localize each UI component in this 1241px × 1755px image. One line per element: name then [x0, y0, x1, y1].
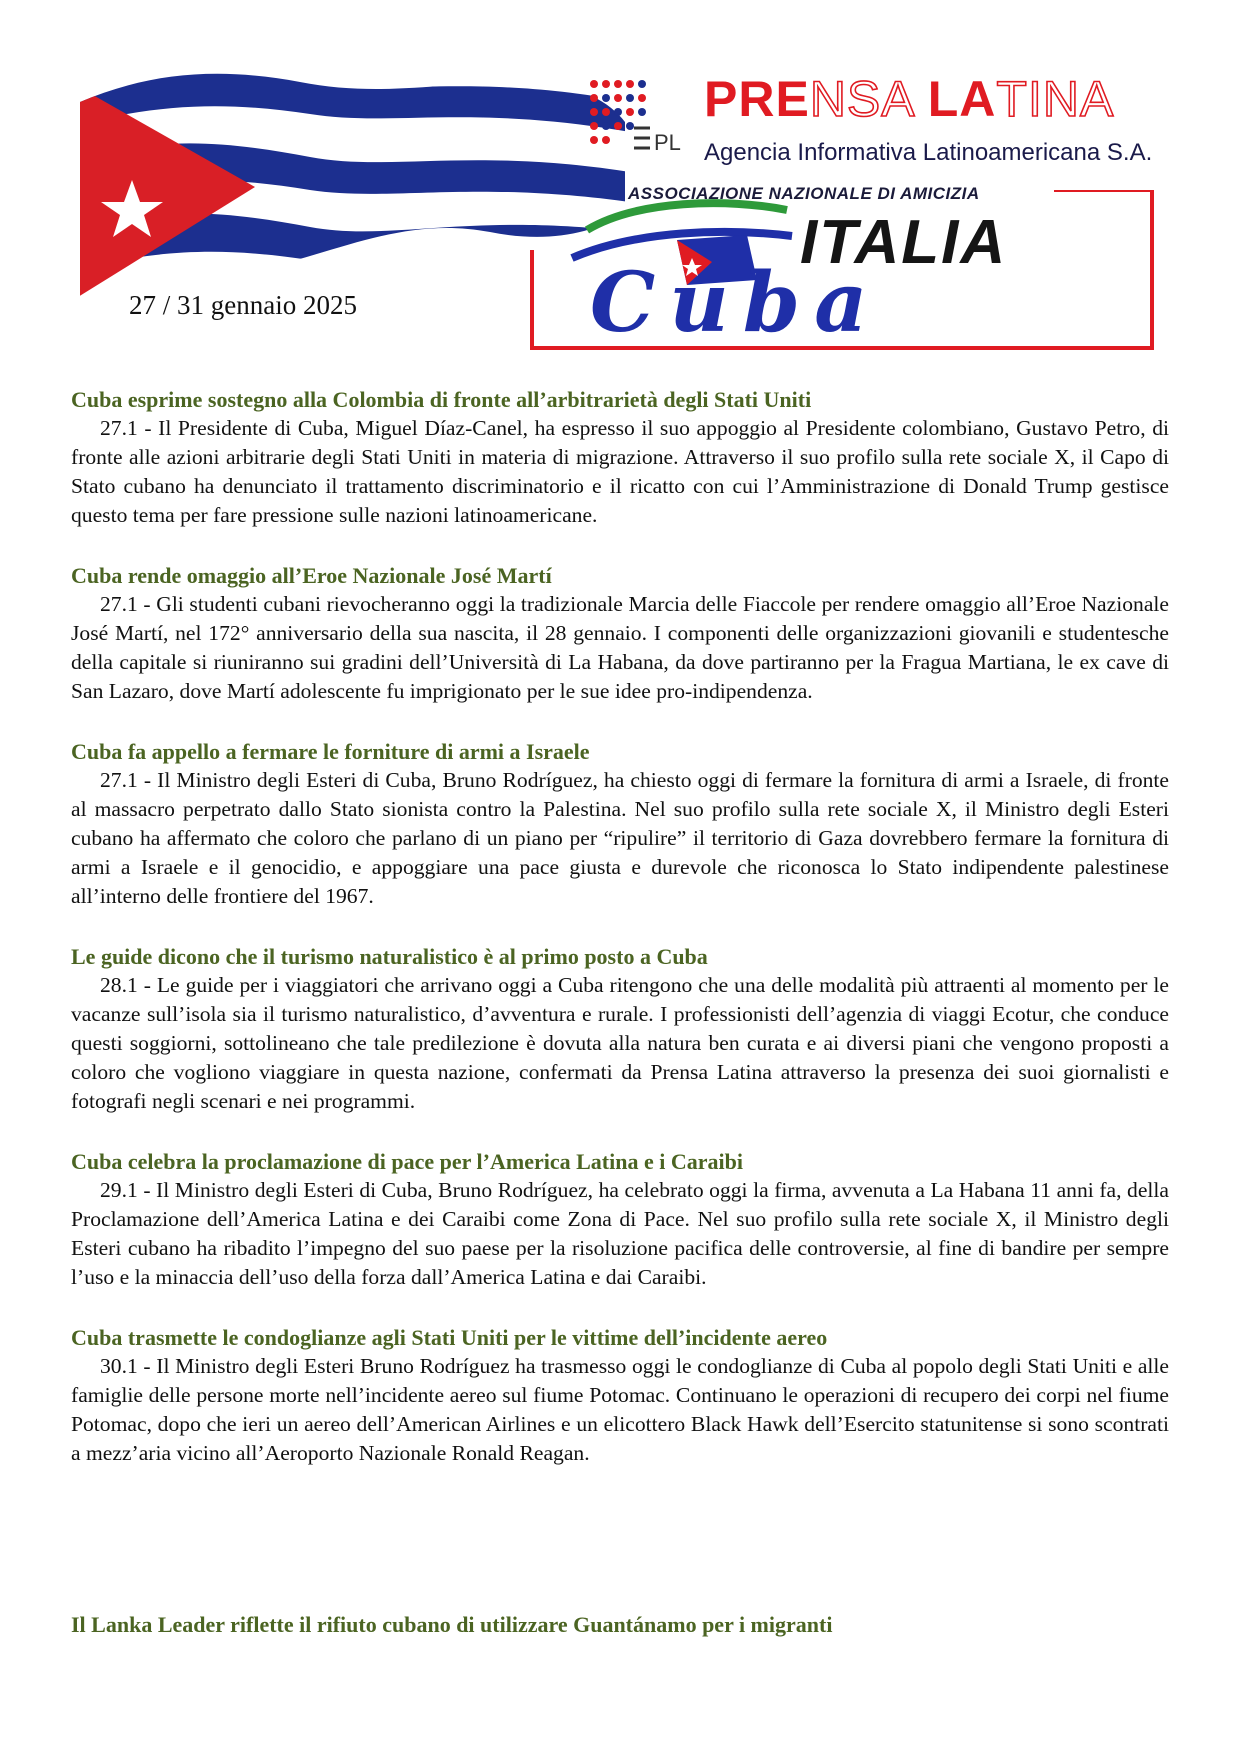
article-body: 29.1 - Il Ministro degli Esteri di Cuba, Bruno Rodríguez, ha celebrato oggi la firma, avvenuta a La Habana 11 anni fa, della Proclamazione dell’America Latina e dei Caraibi come Zona di Pace. Nel suo profilo sulla rete sociale X, il Ministro degli Esteri cubano ha ribadito l’impegno del suo paese per la risoluzione pacifica delle controversie, al fine di bandire per sempre l’uso e la minaccia dell’uso della forza dall’America Latina e dai Caraibi.	[71, 1178, 1169, 1289]
article-body: 30.1 - Il Ministro degli Esteri Bruno Rodríguez ha trasmesso oggi le condoglianze di Cuba al popolo degli Stati Uniti e alle famiglie delle persone morte nell’incidente aereo sul fiume Potomac. Continuano le operazioni di recupero dei corpi nel fiume Potomac, dopo che ieri un aereo dell’American Airlines e un elicottero Black Hawk dell’Esercito statunitense si sono scontrati a mezz’aria vicino all’Aeroporto Nazionale Ronald Reagan.	[71, 1354, 1169, 1465]
article-title: Cuba esprime sostegno alla Colombia di fronte all’arbitrarietà degli Stati Uniti	[71, 387, 812, 412]
pl-title-part-1: PRE	[704, 71, 810, 127]
prensa-latina-subtitle: Agencia Informativa Latinoamericana S.A.	[704, 139, 1153, 166]
pl-title-part-2: NSA	[809, 71, 928, 127]
prensa-latina-wordmark	[704, 71, 1115, 127]
masthead	[0, 0, 1241, 370]
prensa-latina-logo-icon	[588, 78, 698, 158]
article-title: Cuba trasmette le condoglianze agli Stati Uniti per le vittime dell’incidente aereo	[71, 1325, 828, 1350]
article-1	[71, 385, 1169, 530]
cuba-wordmark: Cuba	[590, 255, 882, 351]
pl-title-part-4: TINA	[996, 71, 1115, 127]
association-name: ASSOCIAZIONE NAZIONALE DI AMICIZIA	[628, 184, 980, 203]
article-6	[71, 1323, 1169, 1468]
article-body: 27.1 - Gli studenti cubani rievocheranno oggi la tradizionale Marcia delle Fiaccole per rendere omaggio all’Eroe Nazionale José Martí, nel 172° anniversario della sua nascita, il 28 gennaio. I componenti delle organizzazioni giovanili e studentesche della capitale si riuniranno sui gradini dell’Università di La Habana, da dove partiranno per la Fragua Martiana, le ex cave di San Lazaro, dove Martí adolescente fu imprigionato per le sue idee pro-indipendenza.	[71, 592, 1169, 703]
article-body: 27.1 - Il Presidente di Cuba, Miguel Díaz-Canel, ha espresso il suo appoggio al Presidente colombiano, Gustavo Petro, di fronte alle azioni arbitrarie degli Stati Uniti in materia di migrazione. Attraverso il suo profilo sulla rete sociale X, il Capo di Stato cubano ha denunciato il trattamento discriminatorio e il ricatto con cui l’Amministrazione di Donald Trump gestisce questo tema per fare pressione sulle nazioni latinoamericane.	[71, 416, 1169, 527]
article-title: Cuba celebra la proclamazione di pace per l’America Latina e i Caraibi	[71, 1149, 743, 1174]
italia-wordmark: ITALIA	[800, 208, 1008, 277]
article-5	[71, 1147, 1169, 1292]
next-article-title: Il Lanka Leader riflette il rifiuto cubano di utilizzare Guantánamo per i migranti	[71, 1612, 833, 1637]
article-body: 28.1 - Le guide per i viaggiatori che arrivano oggi a Cuba ritengono che una delle modalità più attraenti al momento per le vacanze sull’isola sia il turismo naturalistico, d’avventura e rurale. I professionisti dell’agenzia di viaggi Ecotur, che conduce questi soggiorni, sottolineano che tale predilezione è dovuta alla natura ben curata e ai diversi piani che vengono proposti a coloro che vogliono viaggiare in questa nazione, confermati da Prensa Latina attraverso la presenza dei suoi giornalisti e fotografi negli scenari e nei programmi.	[71, 973, 1169, 1113]
pl-title-part-3: LA	[927, 71, 997, 127]
article-body: 27.1 - Il Ministro degli Esteri di Cuba, Bruno Rodríguez, ha chiesto oggi di fermare la fornitura di armi a Israele, di fronte al massacro perpetrato dallo Stato sionista contro la Palestina. Nel suo profilo sulla rete sociale X, il Ministro degli Esteri cubano ha affermato che coloro che parlano di un piano per “ripulire” il territorio di Gaza dovrebbero fermare la fornitura di armi a Israele e il genocidio, e appoggiare una pace giusta e durevole che riconosca lo Stato indipendente palestinese all’interno delle frontiere del 1967.	[71, 768, 1169, 908]
issue-date: 27 / 31 gennaio 2025	[129, 290, 357, 320]
article-2	[71, 561, 1169, 706]
article-4	[71, 942, 1169, 1116]
pl-letters: PL	[654, 130, 681, 155]
article-title: Le guide dicono che il turismo naturalistico è al primo posto a Cuba	[71, 944, 708, 969]
news-list	[71, 385, 1169, 1499]
article-title: Cuba rende omaggio all’Eroe Nazionale José Martí	[71, 563, 552, 588]
article-title: Cuba fa appello a fermare le forniture di armi a Israele	[71, 739, 590, 764]
article-3	[71, 737, 1169, 911]
